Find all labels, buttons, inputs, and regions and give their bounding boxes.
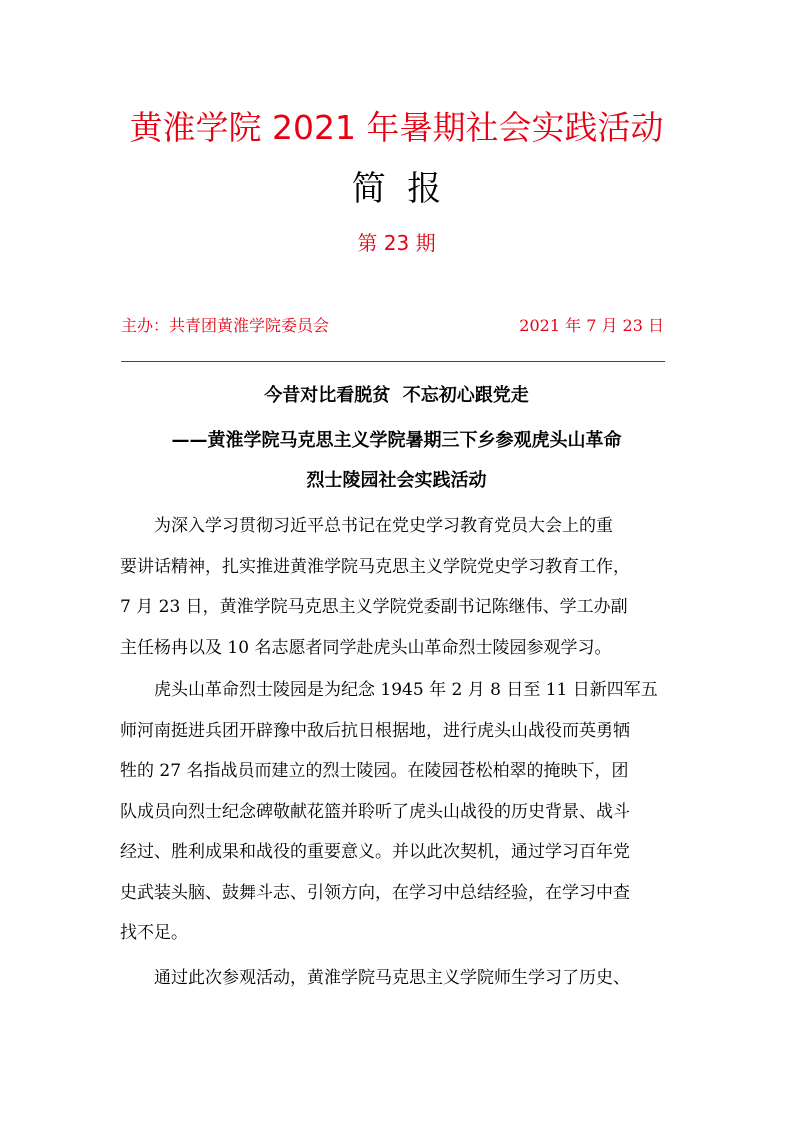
- paragraph-line: 找不足。: [120, 923, 188, 943]
- article-paragraph-3: [120, 958, 668, 999]
- paragraph-line: 为深入学习贯彻习近平总书记在党史学习教育党员大会上的重: [154, 516, 613, 536]
- paragraph-line: 队成员向烈士纪念碑敬献花篮并聆听了虎头山战役的历史背景、战斗: [120, 801, 630, 822]
- bulletin-brief-title: 简 报: [351, 169, 442, 209]
- article-title: 今昔对比看脱贫 不忘初心跟党走: [264, 385, 529, 406]
- paragraph-line: 虎头山革命烈士陵园是为纪念 1945 年 2 月 8 日至 11 日新四军五: [154, 680, 658, 700]
- paragraph-line: 牲的 27 名指战员而建立的烈士陵园。在陵园苍松柏翠的掩映下，团: [120, 761, 629, 781]
- article-subtitle-line-1: ——黄淮学院马克思主义学院暑期三下乡参观虎头山革命: [171, 430, 622, 451]
- bulletin-issue-number: 第 23 期: [357, 231, 436, 255]
- paragraph-line: 师河南挺进兵团开辟豫中敌后抗日根据地，进行虎头山战役而英勇牺: [120, 720, 630, 741]
- article-paragraph-1: [120, 506, 668, 668]
- paragraph-line: 7 月 23 日，黄淮学院马克思主义学院党委副书记陈继伟、学工办副: [120, 597, 628, 617]
- bulletin-sponsor: 主办：共青团黄淮学院委员会: [121, 316, 330, 335]
- paragraph-line: 通过此次参观活动，黄淮学院马克思主义学院师生学习了历史、: [154, 968, 630, 988]
- header-divider: [121, 361, 665, 362]
- paragraph-line: 经过、胜利成果和战役的重要意义。并以此次契机，通过学习百年党: [120, 842, 630, 862]
- bulletin-date: 2021 年 7 月 23 日: [519, 316, 664, 335]
- article-subtitle-line-2: 烈士陵园社会实践活动: [306, 470, 487, 491]
- paragraph-line: 要讲话精神，扎实推进黄淮学院马克思主义学院党史学习教育工作，: [120, 556, 630, 577]
- bulletin-main-title: 黄淮学院 2021 年暑期社会实践活动: [129, 108, 664, 147]
- article-paragraph-2: [120, 670, 668, 954]
- paragraph-line: 史武装头脑、鼓舞斗志、引领方向，在学习中总结经验，在学习中查: [120, 882, 630, 903]
- paragraph-line: 主任杨冉以及 10 名志愿者同学赴虎头山革命烈士陵园参观学习。: [120, 637, 612, 658]
